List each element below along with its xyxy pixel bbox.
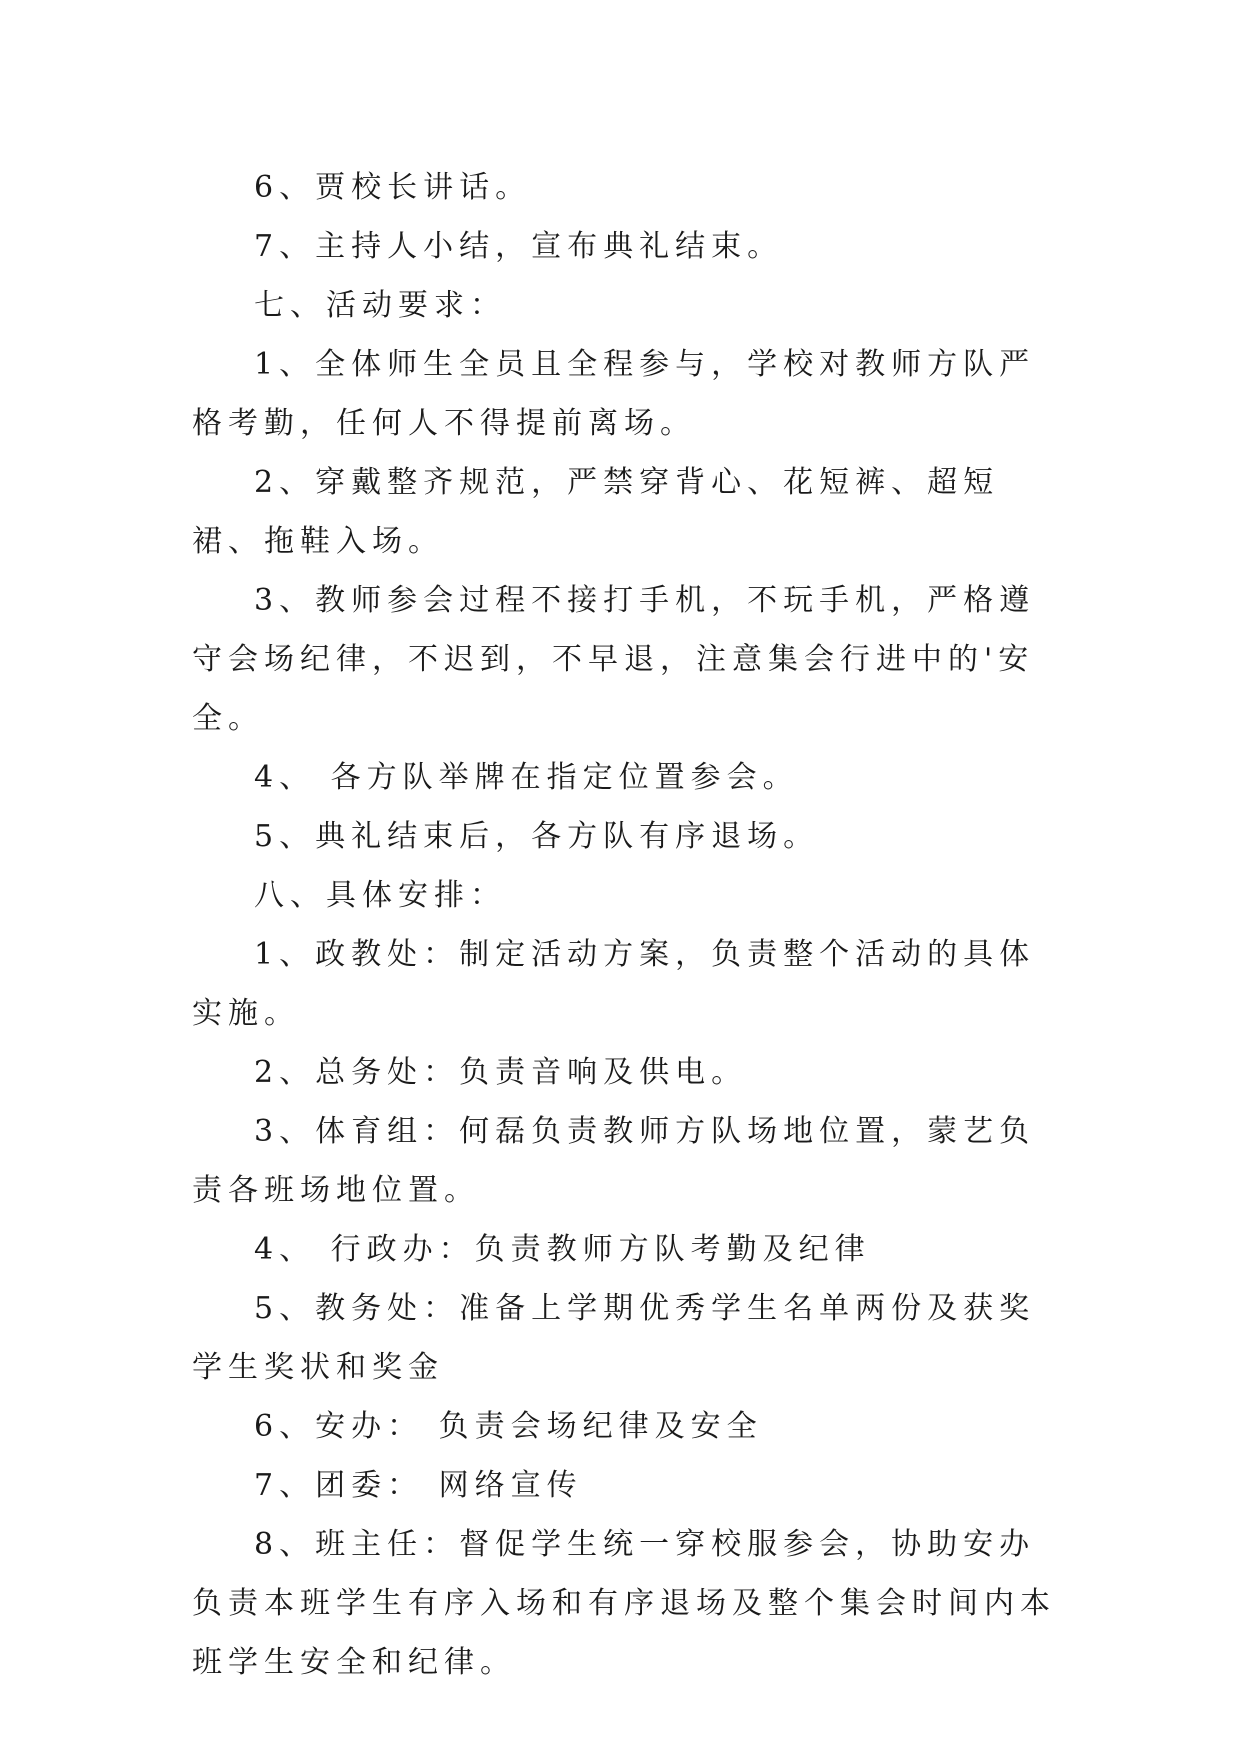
section-heading-requirements: 七、活动要求： xyxy=(254,288,506,323)
requirement-attendance: 1、全体师生全员且全程参与，学校对教师方队严格考勤，任何人不得提前离场。 xyxy=(192,347,1036,441)
requirement-exit: 5、典礼结束后，各方队有序退场。 xyxy=(254,819,820,854)
item-principal-speech: 6、贾校长讲话。 xyxy=(254,170,532,205)
arrangement-safety-office: 6、安办： 负责会场纪律及安全 xyxy=(254,1409,763,1444)
arrangement-youth-league: 7、团委： 网络宣传 xyxy=(254,1468,583,1503)
section-heading-arrangements: 八、具体安排： xyxy=(254,878,506,913)
arrangement-admin-office: 4、 行政办：负责教师方队考勤及纪律 xyxy=(254,1232,871,1267)
arrangement-pe-group: 3、体育组：何磊负责教师方队场地位置，蒙艺负责各班场地位置。 xyxy=(192,1114,1036,1208)
item-host-summary: 7、主持人小结，宣布典礼结束。 xyxy=(254,229,784,264)
arrangement-general-affairs: 2、总务处：负责音响及供电。 xyxy=(254,1055,748,1090)
arrangement-academic-office: 5、教务处：准备上学期优秀学生名单两份及获奖学生奖状和奖金 xyxy=(192,1291,1036,1385)
requirement-dress-code: 2、穿戴整齐规范，严禁穿背心、花短裤、超短裙、拖鞋入场。 xyxy=(192,465,1000,559)
requirement-discipline: 3、教师参会过程不接打手机，不玩手机，严格遵守会场纪律，不迟到，不早退，注意集会行进中的'安全。 xyxy=(192,583,1036,736)
arrangement-political-office: 1、政教处：制定活动方案，负责整个活动的具体实施。 xyxy=(192,937,1036,1031)
requirement-placards: 4、 各方队举牌在指定位置参会。 xyxy=(254,760,799,795)
document-body xyxy=(192,158,1058,1692)
arrangement-class-teachers: 8、班主任：督促学生统一穿校服参会，协助安办负责本班学生有序入场和有序退场及整个集会时间内本班学生安全和纪律。 xyxy=(192,1527,1056,1680)
